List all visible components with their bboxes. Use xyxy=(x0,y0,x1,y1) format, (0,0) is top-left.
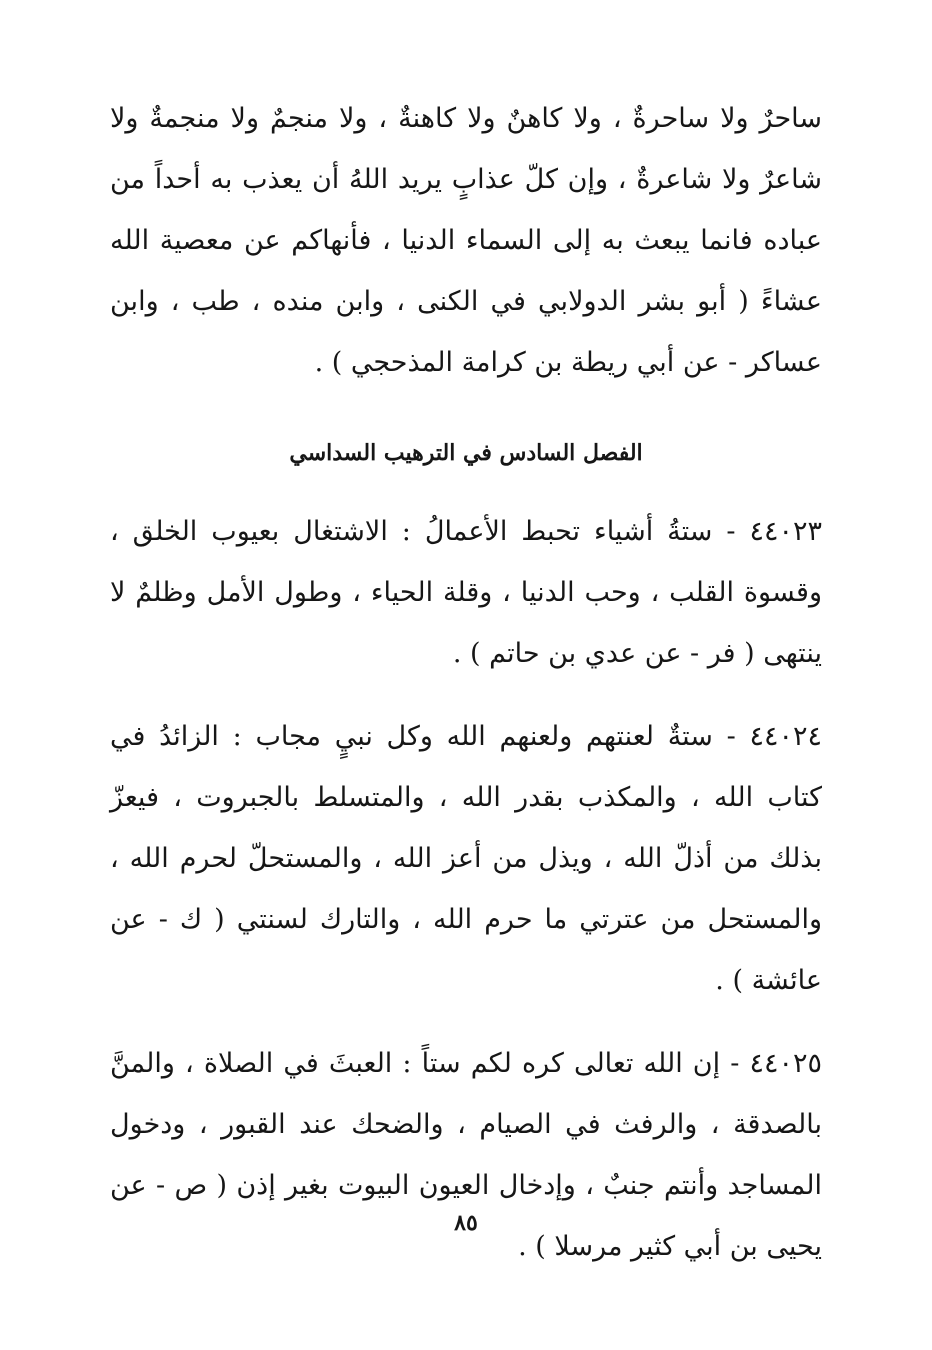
page-number: ٨٥ xyxy=(454,1210,478,1236)
hadith-44023: ٤٤٠٢٣ - ستةُ أشياء تحبط الأعمالُ : الاشتغال بعيوب الخلق ، وقسوة القلب ، وحب الدنيا ، وقلة الحياء ، وطول الأمل وظلمٌ لا ينتهى ( فر - عن عدي بن حاتم ) . xyxy=(110,516,822,669)
page-body xyxy=(110,88,822,1299)
hadith-44025: ٤٤٠٢٥ - إن الله تعالى كره لكم ستاً : العبثَ في الصلاة ، والمنَّ بالصدقة ، والرفث في الصيام ، والضحك عند القبور ، ودخول المساجد وأنتم جنبٌ ، وإدخال العيون البيوت بغير إذن ( ص - عن يحيى بن أبي كثير مرسلا ) . xyxy=(110,1048,822,1262)
hadith-44024: ٤٤٠٢٤ - ستةٌ لعنتهم ولعنهم الله وكل نبيٍ مجاب : الزائدُ في كتاب الله ، والمكذب بقدر الله ، والمتسلط بالجبروت ، فيعزّ بذلك من أذلّ الله ، ويذل من أعز الله ، والمستحلّ لحرم الله ، والمستحل من عترتي ما حرم الله ، والتارك لسنتي ( ك - عن عائشة ) . xyxy=(110,721,822,996)
continued-paragraph: ساحرٌ ولا ساحرةٌ ، ولا كاهنٌ ولا كاهنةٌ ، ولا منجمٌ ولا منجمةٌ ولا شاعرٌ ولا شاعرةٌ ، وإن كلّ عذابٍ يريد اللهُ أن يعذب به أحداً من عباده فانما يبعث به إلى السماء الدنيا ، فأنهاكم عن معصية الله عشاءً ( أبو بشر الدولابي في الكنى ، وابن منده ، طب ، وابن عساكر - عن أبي ريطة بن كرامة المذحجي ) . xyxy=(110,103,822,378)
section-heading: الفصل السادس في الترهيب السداسي xyxy=(289,440,643,466)
